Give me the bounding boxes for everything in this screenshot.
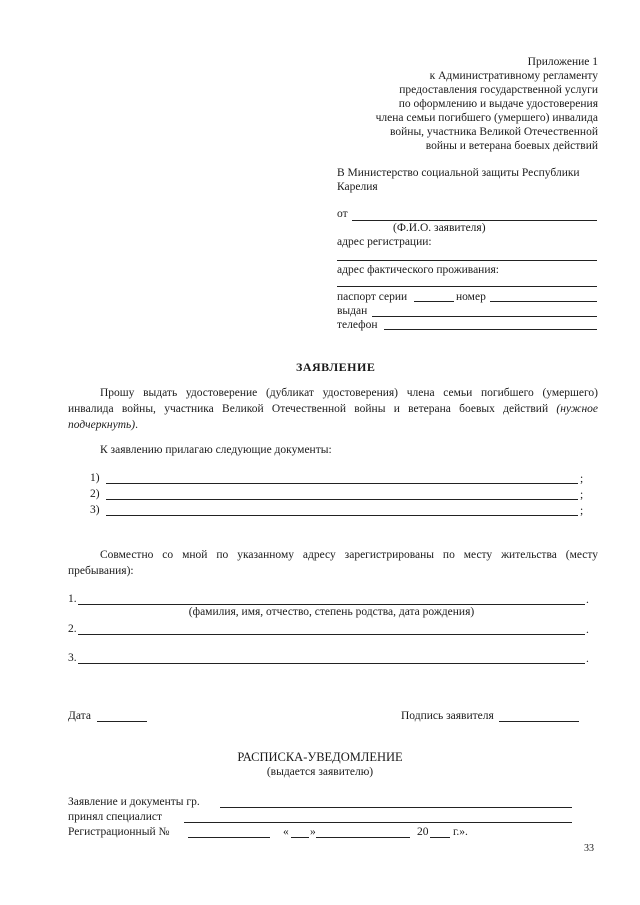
doc-1-field[interactable]	[106, 483, 578, 484]
doc-2-label: 2)	[90, 488, 100, 500]
doc-3-field[interactable]	[106, 515, 578, 516]
doc-1-end: ;	[580, 473, 584, 485]
fio-hint: (Ф.И.О. заявителя)	[393, 222, 486, 234]
doc-2-field[interactable]	[106, 499, 578, 500]
person-3-label: 3.	[68, 652, 77, 664]
receipt-line-1: Заявление и документы гр.	[68, 796, 200, 808]
reg-month-field[interactable]	[316, 837, 410, 838]
reg-number-label: Регистрационный №	[68, 826, 170, 838]
header-line-7: войны и ветерана боевых действий	[425, 140, 598, 152]
doc-3-end: ;	[580, 505, 584, 517]
person-1-end: .	[586, 594, 589, 606]
receipt-title: РАСПИСКА-УВЕДОМЛЕНИЕ	[237, 750, 403, 764]
person-1-label: 1.	[68, 593, 77, 605]
header-line-1: Приложение 1	[527, 56, 598, 68]
year-suffix: г.».	[453, 826, 468, 838]
person-3-end: .	[586, 653, 589, 665]
applicant-fio-field[interactable]	[352, 220, 597, 221]
passport-series-label: паспорт серии	[337, 291, 408, 303]
passport-number-field[interactable]	[490, 301, 597, 302]
doc-3-label: 3)	[90, 504, 100, 516]
addressee-line-1: В Министерство социальной защиты Республики	[337, 167, 580, 179]
header-line-2: к Административному регламенту	[429, 70, 598, 82]
phone-label: телефон	[337, 319, 378, 331]
phone-field[interactable]	[384, 329, 597, 330]
receipt-line-2: принял специалист	[68, 811, 163, 823]
attach-text: К заявлению прилагаю следующие документы:	[100, 444, 332, 456]
person-1-field[interactable]	[78, 604, 585, 605]
quote-open: «	[283, 826, 289, 838]
reg-day-field[interactable]	[291, 837, 309, 838]
issued-label: выдан	[337, 305, 368, 317]
date-field[interactable]	[97, 721, 147, 722]
person-2-label: 2.	[68, 623, 77, 635]
issued-field[interactable]	[372, 316, 597, 317]
receipt-applicant-field[interactable]	[220, 807, 572, 808]
header-line-3: предоставления государственной услуги	[399, 84, 598, 96]
header-line-6: войны, участника Великой Отечественной	[390, 126, 598, 138]
header-line-4: по оформлению и выдаче удостоверения	[398, 98, 598, 110]
person-hint: (фамилия, имя, отчество, степень родства, дата рождения)	[188, 606, 475, 618]
actual-address-field[interactable]	[337, 286, 597, 287]
passport-number-label: номер	[456, 291, 486, 303]
header-line-5: члена семьи погибшего (умершего) инвалида	[375, 112, 598, 124]
actual-address-label: адрес фактического проживания:	[337, 264, 499, 276]
reg-address-field[interactable]	[337, 260, 597, 261]
statement-title: ЗАЯВЛЕНИЕ	[296, 360, 376, 374]
request-paragraph	[68, 385, 598, 433]
reg-number-field[interactable]	[188, 837, 270, 838]
addressee-line-2: Карелия	[337, 181, 378, 193]
doc-1-label: 1)	[90, 472, 100, 484]
request-end: .	[135, 419, 138, 431]
passport-series-field[interactable]	[414, 301, 454, 302]
doc-2-end: ;	[580, 489, 584, 501]
signature-label: Подпись заявителя	[401, 710, 494, 722]
reg-year-field[interactable]	[430, 837, 450, 838]
person-2-end: .	[586, 624, 589, 636]
person-3-field[interactable]	[78, 663, 585, 664]
request-note: (нужное подчеркнуть)	[68, 403, 599, 431]
receipt-specialist-field[interactable]	[184, 822, 572, 823]
receipt-subtitle: (выдается заявителю)	[266, 766, 374, 778]
date-label: Дата	[68, 710, 91, 722]
request-text: Прошу выдать удостоверение (дубликат удостоверения) члена семьи погибшего (умершего) инвалида войны, участника Великой Отечественной войны и ветерана боевых действий	[68, 387, 598, 415]
registered-paragraph: Совместно со мной по указанному адресу зарегистрированы по месту жительства (месту пребывания):	[68, 549, 598, 577]
quote-close: »	[310, 826, 316, 838]
from-label: от	[337, 208, 348, 220]
reg-address-label: адрес регистрации:	[337, 236, 432, 248]
signature-field[interactable]	[499, 721, 579, 722]
year-prefix: 20	[417, 826, 429, 838]
person-2-field[interactable]	[78, 634, 585, 635]
page-number: 33	[584, 843, 594, 854]
